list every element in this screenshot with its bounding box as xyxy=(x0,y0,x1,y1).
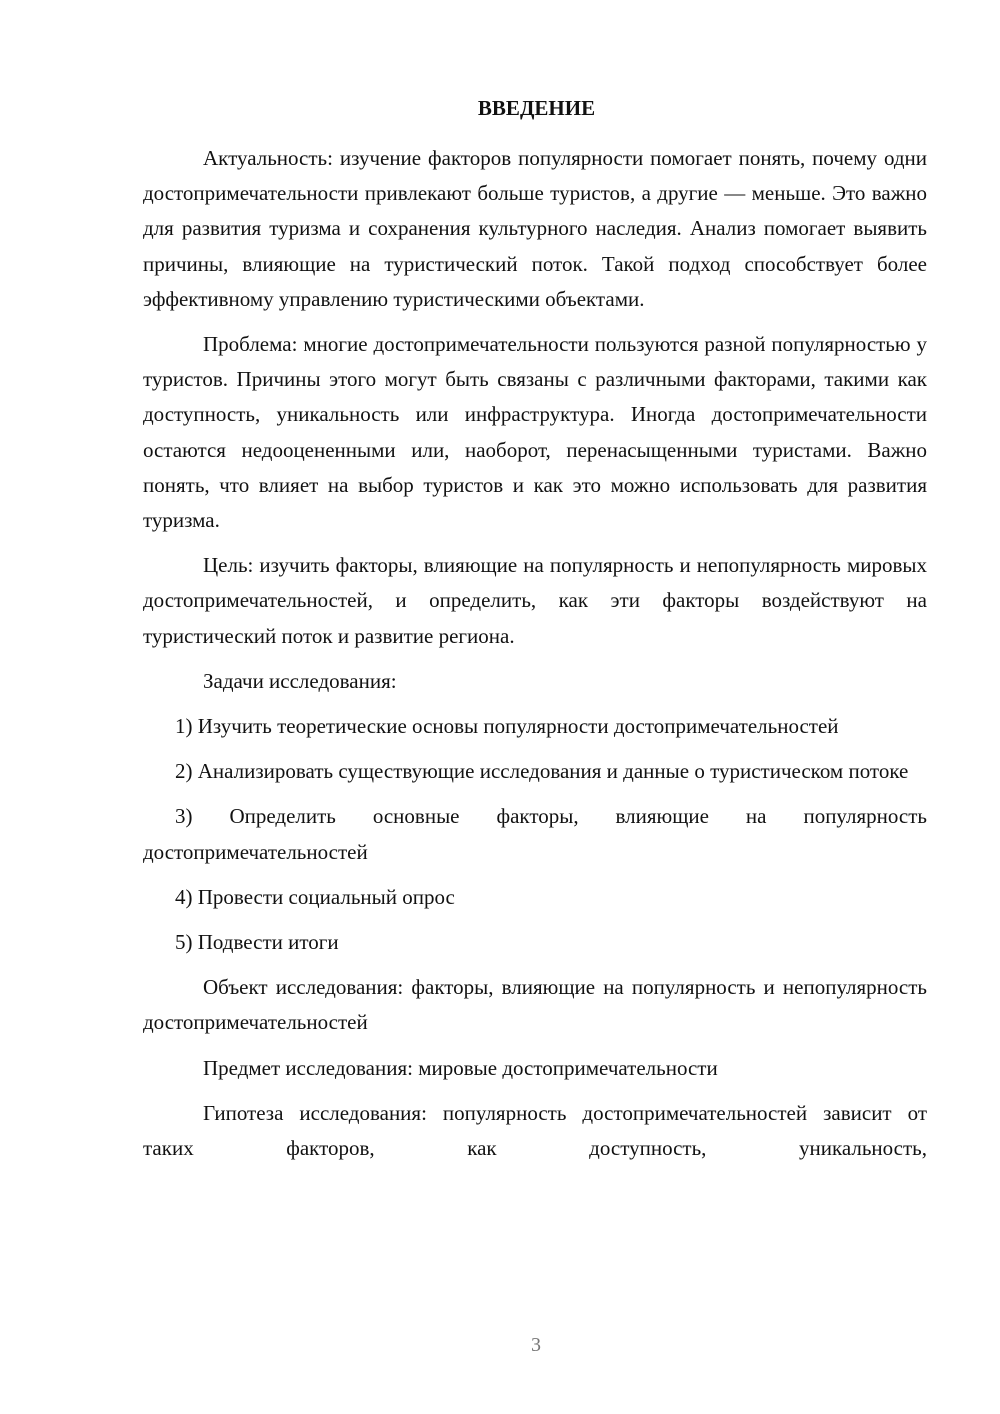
hypothesis-paragraph: Гипотеза исследования: популярность достопримечательностей зависит от таких факторов, как доступность, уникальность, xyxy=(143,1100,927,1161)
section-heading: ВВЕДЕНИЕ xyxy=(477,96,596,120)
task-item: 5) Подвести итоги xyxy=(175,930,339,955)
subject-paragraph: Предмет исследования: мировые достопримечательности xyxy=(203,1055,718,1080)
task-item: 3) Определить основные факторы, влияющие на популярность достопримечательностей xyxy=(143,804,927,864)
task-item: 2) Анализировать существующие исследования и данные о туристическом потоке xyxy=(175,759,909,784)
tasks-heading: Задачи исследования: xyxy=(203,668,397,693)
problem-paragraph: Проблема: многие достопримечательности пользуются разной популярностью у туристов. Причины этого могут быть связаны с различными факторами, такими как доступность, уникальность или инфраструктура. Иногда достопримечательности остаются недооцененными или, наоборот, перенасыщенными туристами. Важно понять, что влияет на выбор туристов и как это можно использовать для развития туризма. xyxy=(143,332,927,533)
document-body xyxy=(143,141,927,1176)
relevance-paragraph: Актуальность: изучение факторов популярности помогает понять, почему одни достопримечательности привлекают больше туристов, а другие — меньше. Это важно для развития туризма и сохранения культурного наследия. Анализ помогает выявить причины, влияющие на туристический поток. Такой подход способствует более эффективному управлению туристическими объектами. xyxy=(143,146,927,311)
task-item: 1) Изучить теоретические основы популярности достопримечательностей xyxy=(175,714,839,739)
goal-paragraph: Цель: изучить факторы, влияющие на популярность и непопулярность мировых достопримечательностей, и определить, как эти факторы воздействуют на туристический поток и развитие региона. xyxy=(143,553,927,648)
page-number: 3 xyxy=(531,1334,541,1356)
object-paragraph: Объект исследования: факторы, влияющие на популярность и непопулярность достопримечательностей xyxy=(143,975,927,1035)
task-item: 4) Провести социальный опрос xyxy=(175,884,455,909)
